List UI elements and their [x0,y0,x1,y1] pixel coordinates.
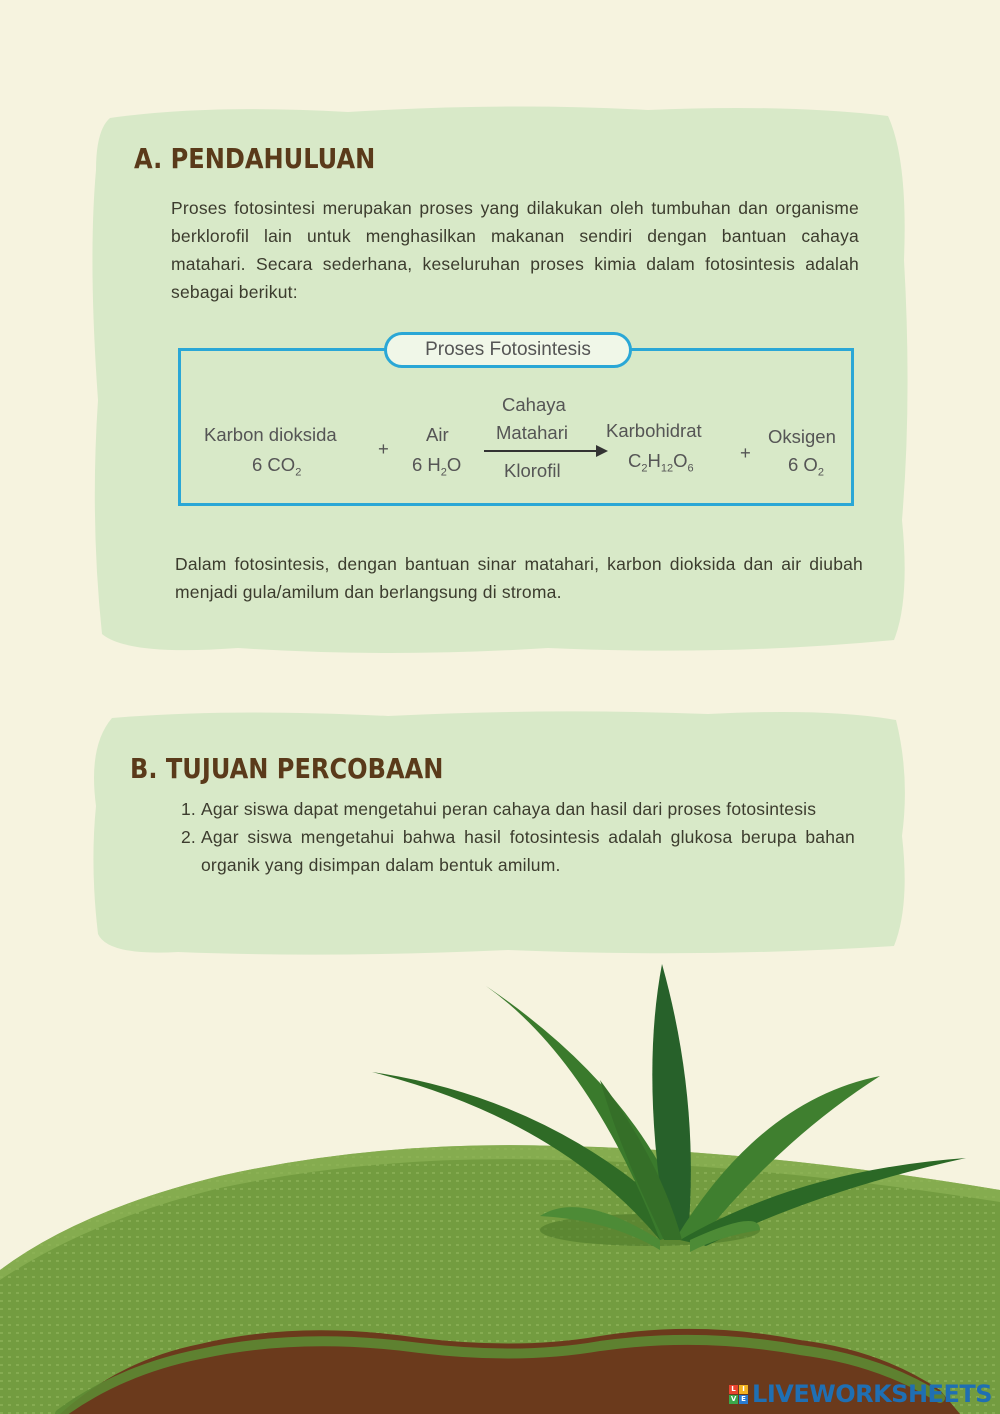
product1-c: C [628,450,642,471]
product2-formula [788,454,824,479]
reactant1-coef: 6 CO [252,454,296,475]
reactant1-sub: 2 [295,466,302,479]
goal-number: 1. [181,799,196,819]
reaction-arrow-head [596,445,608,457]
logo-text: LIVEWORKSHEETS [752,1380,992,1408]
logo-letter: I [739,1385,748,1394]
product1-formula [628,450,694,475]
reactant1-formula [252,454,301,479]
logo-letter: V [730,1394,737,1403]
reactant1-name: Karbon dioksida [204,424,337,445]
product1-h-sub: 12 [660,462,674,475]
goal-text: Agar siswa mengetahui bahwa hasil fotosintesis adalah glukosa berupa bahan organik yang disimpan dalam bentuk amilum. [201,827,855,875]
goal-item [181,823,855,879]
product2-name: Oksigen [768,426,836,447]
product1-c-sub: 2 [641,462,648,475]
summary-paragraph: Dalam fotosintesis, dengan bantuan sinar matahari, karbon dioksida dan air diubah menjadi gula/amilum dan berlangsung di stroma. [175,554,863,602]
condition-cahaya: Cahaya [502,394,566,415]
reactant2-name: Air [426,424,449,445]
diagram-title: Proses Fotosintesis [384,332,632,368]
photosynthesis-diagram [178,332,860,512]
intro-paragraph: Proses fotosintesi merupakan proses yang dilakukan oleh tumbuhan dan organisme berklorofil lain untuk menghasilkan makanan sendiri dengan bantuan cahaya matahari. Secara sederhana, keseluruhan proses kimia dalam fotosintesis adalah sebagai berikut: [171,198,859,302]
reactant2-coef: 6 H [412,454,441,475]
goals-list [181,795,855,879]
liveworksheets-logo [729,1380,992,1408]
goal-text: Agar siswa dapat mengetahui peran cahaya dan hasil dari proses fotosintesis [201,799,817,819]
logo-grid-icon [729,1385,748,1404]
product1-name: Karbohidrat [606,420,702,441]
product2-coef: 6 O [788,454,818,475]
goal-item [181,795,855,823]
plant-illustration [0,940,1000,1414]
product2-sub: 2 [817,466,824,479]
plus-sign-2: + [740,442,751,463]
plus-sign-1: + [378,438,389,459]
reactant2-tail: O [446,454,462,475]
goal-number: 2. [181,827,196,847]
logo-letter: E [739,1395,748,1404]
catalyst-klorofil: Klorofil [504,460,561,481]
product1-o: O [673,450,688,471]
section-b-heading: B. TUJUAN PERCOBAAN [130,752,444,785]
reactant2-sub: 2 [440,466,447,479]
reactant2-formula [412,454,461,479]
product1-h: H [647,450,661,471]
section-a-heading: A. PENDAHULUAN [134,142,376,175]
condition-matahari: Matahari [496,422,568,443]
reaction-arrow [484,450,600,452]
logo-letter: L [729,1385,738,1394]
product1-o-sub: 6 [687,462,694,475]
